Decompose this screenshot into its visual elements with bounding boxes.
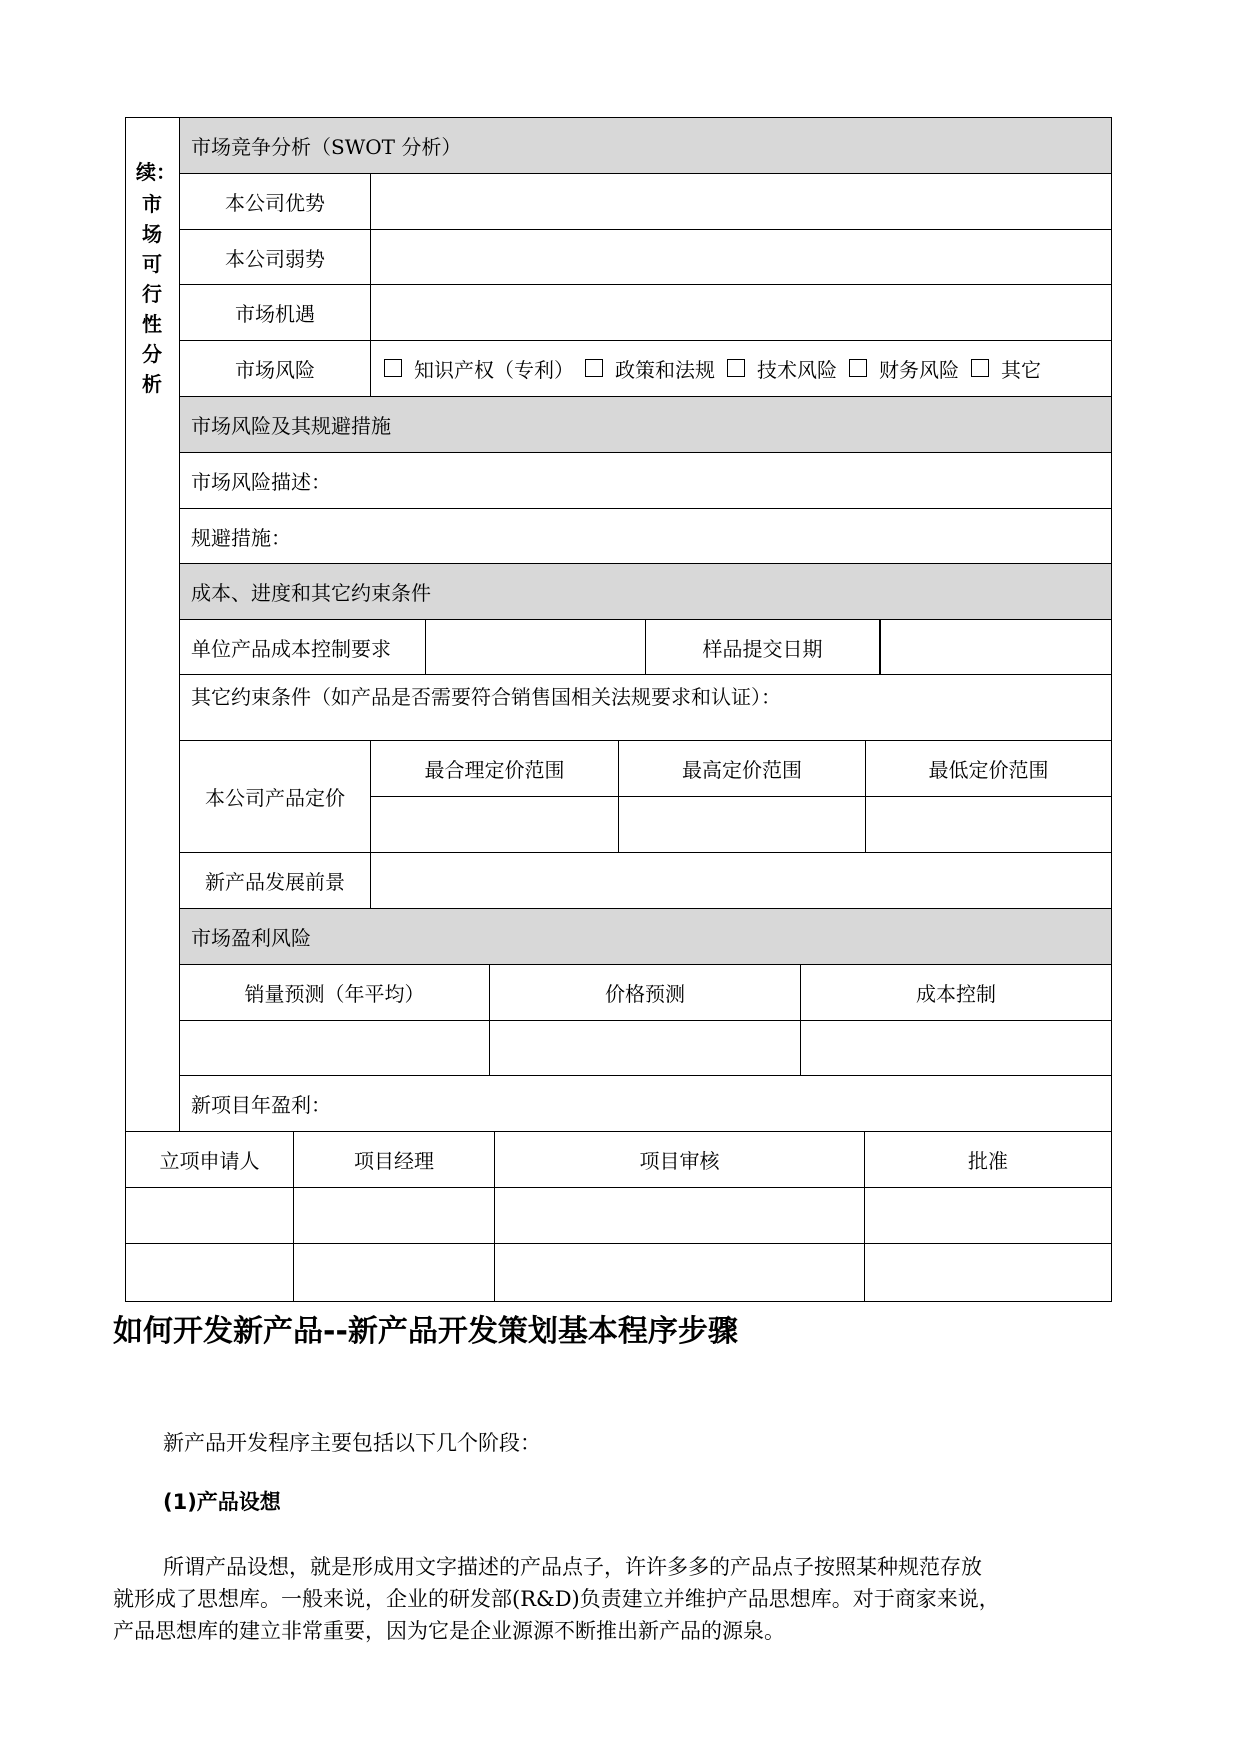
approval-field[interactable]: [864, 1188, 1111, 1243]
applicant-field[interactable]: [126, 1244, 293, 1301]
risks-row: [180, 341, 1111, 397]
review-field[interactable]: [494, 1244, 864, 1301]
profit-risk-heading: 市场盈利风险: [191, 926, 311, 950]
section-paragraph-line: 产品思想库的建立非常重要，因为它是企业源源不断推出新产品的源泉。: [113, 1619, 785, 1643]
max-price-field[interactable]: [618, 797, 865, 853]
pricing-column-header: 最合理定价范围: [370, 741, 618, 797]
sales-forecast-field[interactable]: [180, 1021, 489, 1075]
opportunities-field[interactable]: [370, 285, 1111, 340]
risk-option-label: 技术风险: [757, 358, 837, 382]
constraints-heading: 成本、进度和其它约束条件: [191, 581, 431, 605]
annual-profit-label: 新项目年盈利：: [191, 1093, 331, 1117]
side-label-column: [126, 118, 180, 1131]
side-label-char: 可: [142, 252, 162, 276]
prospect-label: 新产品发展前景: [205, 870, 345, 894]
side-label-char: 场: [142, 222, 162, 246]
form-main: [180, 118, 1111, 1131]
prospect-field[interactable]: [370, 853, 1111, 908]
profit-risk-value-row: [180, 1021, 1111, 1076]
side-label-char: 析: [142, 372, 162, 396]
manager-field[interactable]: [293, 1188, 494, 1243]
side-label-prefix: 续：: [136, 160, 176, 184]
risk-option-label: 财务风险: [879, 358, 959, 382]
unit-cost-label: 单位产品成本控制要求: [191, 636, 391, 661]
risk-measures-label: 规避措施：: [191, 525, 291, 550]
manager-field[interactable]: [293, 1244, 494, 1301]
project-application-form: [125, 117, 1112, 1302]
article-intro: 新产品开发程序主要包括以下几个阶段：: [163, 1431, 541, 1455]
checkbox-policy[interactable]: [585, 359, 603, 377]
constraints-heading-row: [180, 564, 1111, 620]
signoff-row: [126, 1244, 1111, 1301]
applicant-field[interactable]: [126, 1188, 293, 1243]
pricing-block: [180, 741, 1111, 853]
annual-profit-row: [180, 1076, 1111, 1131]
approval-field[interactable]: [864, 1244, 1111, 1301]
risk-measures-row: [180, 509, 1111, 564]
pricing-label: 本公司产品定价: [205, 786, 345, 810]
risks-label: 市场风险: [235, 358, 315, 382]
strengths-row: [180, 174, 1111, 230]
section-paragraph-line: 就形成了思想库。一般来说，企业的研发部(R&D)负责建立并维护产品思想库。对于商家来说，: [113, 1587, 1000, 1611]
weaknesses-row: [180, 230, 1111, 285]
unit-cost-field[interactable]: [425, 620, 645, 674]
risk-mitigation-heading: 市场风险及其规避措施: [191, 414, 391, 438]
cost-control-field[interactable]: [800, 1021, 1111, 1075]
article-title: 如何开发新产品--新产品开发策划基本程序步骤: [113, 1314, 738, 1349]
side-label-char: 行: [142, 282, 162, 306]
side-label-char: 分: [142, 342, 162, 366]
section-paragraph-line: 所谓产品设想，就是形成用文字描述的产品点子，许许多多的产品点子按照某种规范存放: [163, 1555, 982, 1579]
strengths-label: 本公司优势: [225, 191, 325, 215]
profit-column-header: 价格预测: [489, 965, 800, 1020]
risk-option-label: 其它: [1001, 358, 1041, 382]
section-title: (1)产品设想: [163, 1490, 281, 1514]
strengths-field[interactable]: [370, 174, 1111, 229]
signoff-header-row: [126, 1132, 1111, 1188]
review-field[interactable]: [494, 1188, 864, 1243]
side-label-char: 市: [142, 192, 162, 216]
risk-options: [370, 341, 1111, 396]
opportunities-label: 市场机遇: [235, 302, 315, 326]
risk-mitigation-heading-row: [180, 397, 1111, 453]
min-price-field[interactable]: [865, 797, 1111, 853]
risk-option-label: 知识产权（专利）: [414, 358, 574, 382]
side-label-char: 性: [142, 312, 162, 336]
signoff-column-header: 项目审核: [494, 1132, 864, 1187]
price-forecast-field[interactable]: [489, 1021, 800, 1075]
checkbox-other[interactable]: [971, 359, 989, 377]
risk-description-label: 市场风险描述：: [191, 470, 331, 494]
profit-column-header: 销量预测（年平均）: [244, 982, 425, 1006]
pricing-column-header: 最低定价范围: [865, 741, 1111, 797]
unit-cost-row: [180, 620, 1111, 675]
checkbox-tech[interactable]: [727, 359, 745, 377]
checkbox-finance[interactable]: [849, 359, 867, 377]
pricing-column-header: 最高定价范围: [618, 741, 865, 797]
profit-risk-heading-row: [180, 909, 1111, 965]
risk-option-label: 政策和法规: [615, 358, 715, 382]
swot-heading-row: [180, 118, 1111, 174]
risk-description-row: [180, 453, 1111, 509]
weaknesses-field[interactable]: [370, 230, 1111, 284]
prospect-row: [180, 853, 1111, 909]
other-constraints-row: [180, 675, 1111, 741]
weaknesses-label: 本公司弱势: [225, 246, 325, 271]
signoff-column-header: 项目经理: [293, 1132, 494, 1187]
signoff-column-header: 批准: [864, 1132, 1111, 1187]
checkbox-ip[interactable]: [384, 359, 402, 377]
signoff-row: [126, 1188, 1111, 1244]
reasonable-price-field[interactable]: [370, 797, 618, 853]
opportunities-row: [180, 285, 1111, 341]
profit-column-header: 成本控制: [800, 965, 1111, 1020]
signoff-table: [126, 1131, 1111, 1302]
sample-date-field[interactable]: [879, 620, 1111, 674]
other-constraints-label: 其它约束条件（如产品是否需要符合销售国相关法规要求和认证）：: [191, 685, 781, 709]
swot-heading: 市场竞争分析（SWOT 分析）: [191, 135, 462, 159]
profit-risk-header-row: [180, 965, 1111, 1021]
signoff-column-header: 立项申请人: [159, 1149, 260, 1173]
sample-date-label: 样品提交日期: [645, 620, 879, 674]
